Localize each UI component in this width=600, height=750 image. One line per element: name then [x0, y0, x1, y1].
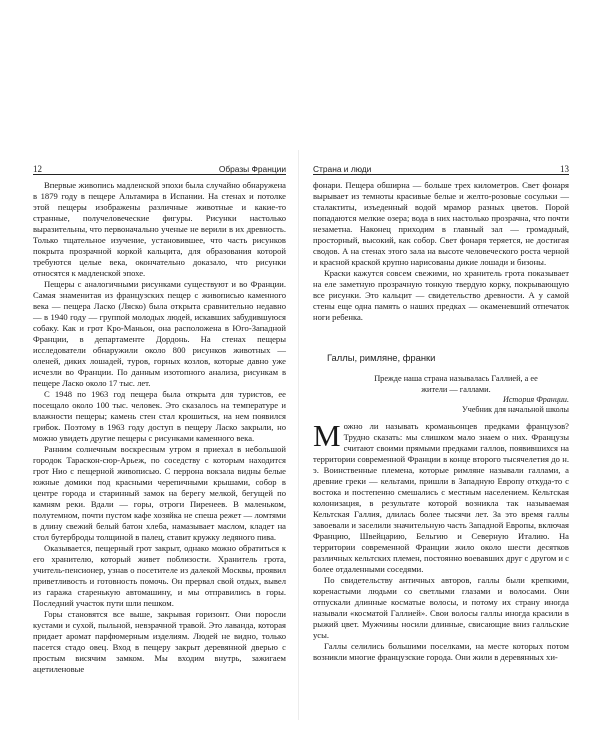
left-page-number: 12 — [33, 164, 42, 174]
right-running-head — [313, 162, 569, 175]
epigraph-source-title: История Франции. — [503, 395, 569, 405]
epigraph-source — [313, 395, 569, 415]
drop-cap: М — [313, 417, 341, 453]
right-page-number: 13 — [560, 164, 569, 174]
left-paragraph: Горы становятся все выше, закрывая горизонт. Они поросли кустами и сухой, пыльной, невзрачной травой. Это лаванда, которая придает аромат парфюмерным изделиям. Людей не видно, только пасется стадо овец. Вход в пещеру закрыт деревянной дверью с простым висячим замком. Мы входим внутрь, зажигаем ацетиленовые — [33, 609, 286, 674]
right-paragraph: фонари. Пещера обширна — больше трех километров. Свет фонаря вырывает из темноты красивые белые и желто-розовые сосульки — сталактиты, изъеденный водой мрамор разных цветов. Порой попадаются мелкие озера; вода в них настолько прозрачна, что почти незаметна. Наконец приходим в главный зал — громадный, просторный, высокий, как собор. Свет фонаря теряется, не достигая сводов. А на стенах этого зала на высоте человеческого роста черной и красной краской крупно нарисованы дикие лошади и бизоны. — [313, 180, 569, 267]
left-running-head-title: Образы Франции — [218, 164, 286, 174]
first-paragraph-text: ожно ли называть кроманьонцев предками французов? Трудно сказать: мы слишком мало знаем о них. Французы считают своими прямыми предками галлов, появившихся на территории современной Франции в конце второго тысячелетия до н. э. Воинственные племена, которые римляне называли галлами, а древние греки — кельтами, пришли в Западную Европу откуда-то с востока и постепенно смешались с местным населением. Кельтская колонизация, в результате которой возникла так называемая Кельтская Галлия, длилась более тысячи лет. За это время галлы завоевали и заселили значительную часть Западной Европы, включая Францию, Швейцарию, Бельгию и Северную Италию. На территории современной Франции жило около шести десятков различных кельтских племен, постоянно воевавших друг с другом и с более отдаленными соседями. — [313, 420, 569, 574]
right-page — [313, 162, 569, 702]
right-running-head-title: Страна и люди — [313, 164, 372, 174]
right-paragraph: Краски кажутся совсем свежими, но хранитель грота показывает на еле заметную прозрачную тонкую твердую корку, покрывающую все рисунки. Это кальцит — свидетельство древности. А у самой стены еще одна память о наших предках — окаменевший отпечаток ноги ребенка. — [313, 268, 569, 322]
section-title: Галлы, римляне, франки — [327, 352, 436, 363]
left-running-head — [33, 162, 286, 175]
page-gutter — [298, 150, 299, 720]
right-paragraph: По свидетельству античных авторов, галлы были крепкими, коренастыми людьми со светлыми глазами и волосами. Они отпускали длинные косматые волосы, и потому их страну иногда называли «косматой Галлией». Свои волосы галлы иногда красили в рыжий цвет. Мужчины носили длинные, свисающие вниз галльские усы. — [313, 574, 569, 640]
left-page — [33, 162, 286, 702]
left-paragraph: С 1948 по 1963 год пещера была открыта для туристов, ее посещало около 100 тыс. человек. Это сказалось на температуре и влажности пещеры; камень стен стал крошиться, на нем появился грибок. Поэтому в 1963 году доступ в пещеру Ласко закрыли, но можно увидеть другие пещеры с рисунками каменного века. — [33, 389, 286, 443]
left-paragraph: Впервые живопись мадленской эпохи была случайно обнаружена в 1879 году в пещере Альтамира в Испании. На стенах и потолке этой пещеры изображены различные животные и какие-то странные, получеловеческие фигуры. Рисунки настолько выразительны, что первоначально ученые не верили в их древность. Только тщательное изучение, установившее, что часть рисунков покрыта прозрачной коркой кальцита, для образования которой требуются целые века, окончательно доказало, что рисунки относятся к мадленской эпохе. — [33, 180, 286, 278]
right-paragraph: Галлы селились большими поселками, на месте которых потом возникли многие французские города. Они жили в деревянных хи- — [313, 640, 569, 662]
left-paragraph: Пещеры с аналогичными рисунками существуют и во Франции. Самая знаменитая из французских пещер с живописью каменного века — пещера Ласко (Ляско) была открыта сравнительно недавно — в 1940 году — группой молодых людей, искавших забудившуюся собаку. Как и грот Кро-Маньон, она расположена в Юго-Западной Франции, в департаменте Дордонь. На стенах пещеры исследователи обнаружили около 800 рисунков животных — оленей, диких лошадей, туров, горных козлов, которые давно уже исчезли во Франции. По данным изотопного анализа, рисункам в пещере Ласко около 17 тыс. лет. — [33, 279, 286, 388]
epigraph: Прежде наша страна называлась Галлией, а ее жители — галлами. — [374, 374, 538, 394]
epigraph-source-subtitle: Учебник для начальной школы — [461, 405, 569, 415]
first-paragraph — [313, 417, 569, 575]
left-paragraph: Ранним солнечным воскресным утром я приехал в небольшой городок Тараскон-сюр-Арьеж, по соседству с которым находится грот Нио с пещерной живописью. С перрона вокзала видны белые южные домики под красными черепичными крышами, собор в центре города и старинный замок на берегу мелкой, бегущей по камням реки. Вдали — горы, отроги Пиренеев. В маленьком, полутемном, почти пустом кафе хозяйка не спеша режет — ломтями в длину свежий белый батон хлеба, намазывает маслом, кладет на стол бутерброды толщиной в палец, ставит кружку ледяного пива. — [33, 444, 286, 542]
left-paragraph: Оказывается, пещерный грот закрыт, однако можно обратиться к его хранителю, который живет поблизости. Хранитель грота, учитель-пенсионер, узнав о посетителе из далекой Москвы, проявил приветливость и готовность помочь. Он прервал свой отдых, вывел из гаража старенькую автомашину, и мы отправились в горы. Последний участок пути шли пешком. — [33, 543, 286, 608]
